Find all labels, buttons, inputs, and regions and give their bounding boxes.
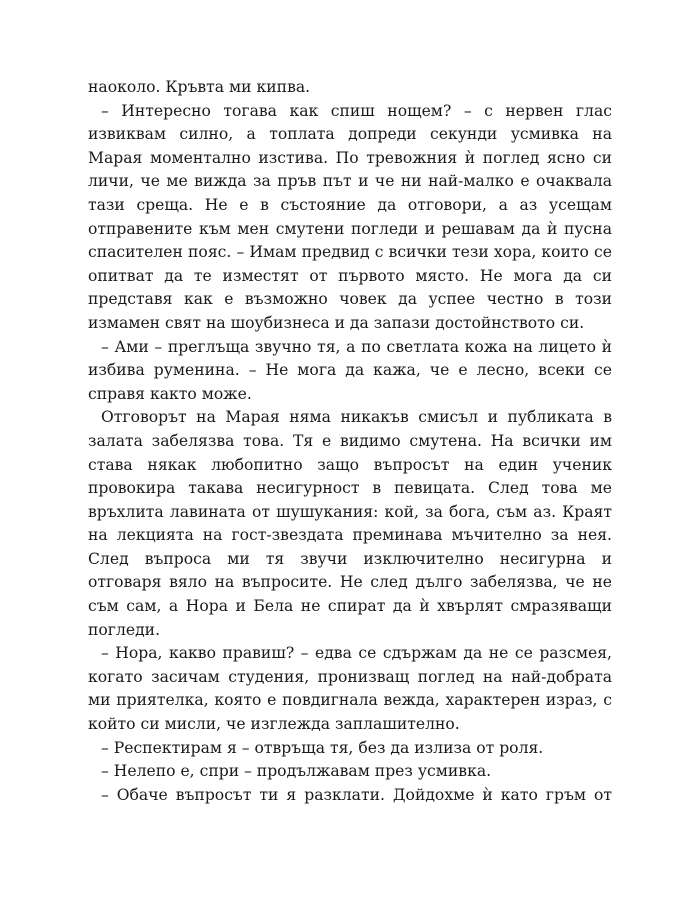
paragraph: Отговорът на Марая няма никакъв смисъл и публиката в залата забелязва това. Тя е видимо смутена. На всички им става някак любопитно защо въпросът на един ученик провокира такава несигурност в певицата. След това ме връхлита лавината от шушукания: кой, за бога, съм аз. Краят на лекцията на гост-звездата преминава мъчително за нея. След въпроса ми тя звучи изключително несигурна и отговаря вяло на въпросите. Не след дълго забелязва, че не съм сам, а Нора и Бела не спират да ѝ хвърлят смразяващи погледи. — [88, 408, 612, 639]
paragraph: – Нора, какво правиш? – едва се сдържам да не се разсмея, когато засичам студения, пронизващ поглед на най-добрата ми приятелка, която е повдигнала вежда, характерен израз, с който си мисли, че изглежда заплашително. — [88, 644, 612, 734]
paragraph: наоколо. Кръвта ми кипва. — [88, 78, 311, 96]
paragraph: – Ами – преглъща звучно тя, а по светлата кожа на лицето ѝ избива руменина. – Не мога да кажа, че е лесно, всеки се справя както може. — [88, 337, 612, 403]
page-text — [88, 76, 612, 807]
paragraph: – Нелепо е, спри – продължавам през усмивка. — [101, 762, 492, 781]
paragraph: – Интересно тогава как спиш нощем? – с нервен глас извиквам силно, а топлата допреди секунди усмивка на Марая моментално изстива. По тревожния ѝ поглед ясно си личи, че ме вижда за пръв път и че ни най-малко е очаквала тази среща. Не е в състояние да отговори, а аз усещам отправените към мен смутени погледи и решавам да ѝ пусна спасителен пояс. – Имам предвид с всички тези хора, които се опитват да те изместят от първото място. Не мога да си представя как е възможно човек да успее честно в този измамен свят на шоубизнеса и да запази достойнството си. — [88, 101, 612, 332]
paragraph: – Обаче въпросът ти я разклати. Дойдохме ѝ като гръм от — [101, 785, 612, 804]
paragraph: – Респектирам я – отвръща тя, без да излиза от роля. — [101, 738, 544, 757]
